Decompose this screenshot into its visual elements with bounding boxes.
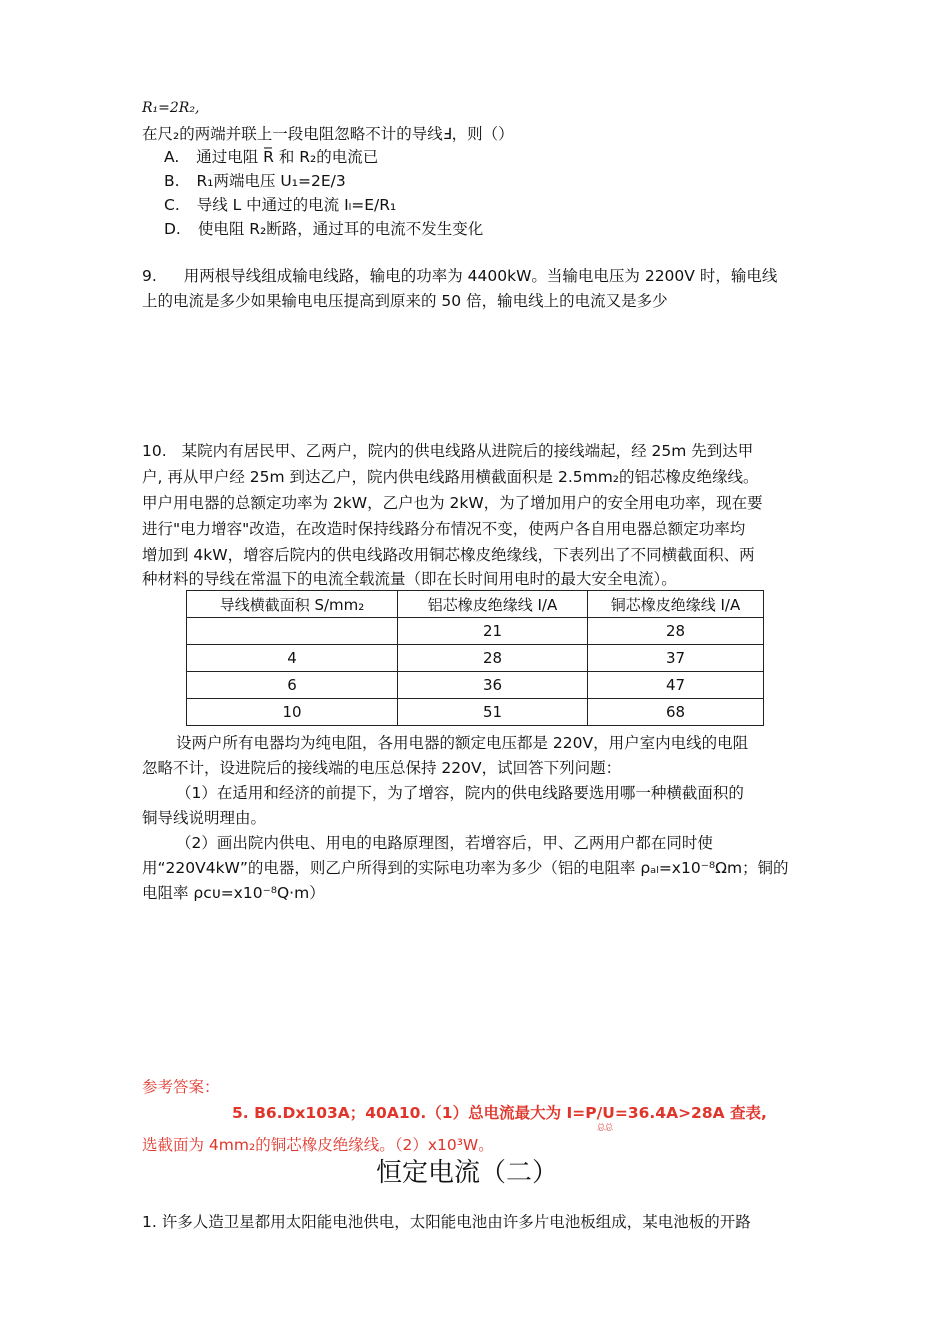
table-cell: 51 xyxy=(398,699,588,726)
option-letter: B. xyxy=(164,172,180,190)
q9-line-1 xyxy=(142,264,777,286)
q8-option-d xyxy=(164,217,483,239)
table-cell: 10 xyxy=(187,699,398,726)
option-text: 使电阻 R₂断路，通过耳的电流不发生变化 xyxy=(197,220,484,238)
q10-sub-2: （2）画出院内供电、用电的电路原理图，若增容后，甲、乙两用户都在同时使 xyxy=(176,834,713,852)
q10-line-2: 户, 再从甲户经 25m 到达乙户，院内供电线路用横截面积是 2.5mm₂的铝芯橡皮绝缘线。 xyxy=(142,468,759,486)
q8-option-b xyxy=(164,169,346,191)
q10-sub-1: （1）在适用和经济的前提下，为了增容，院内的供电线路要选用哪一种横截面积的 xyxy=(176,784,744,802)
section-title: 恒定电流（二） xyxy=(376,1158,559,1188)
q9-text: 用两根导线组成输电线路，输电的功率为 4400kW。当输电电压为 2200V 时，输电线 xyxy=(183,267,778,285)
q10-after-2: 忽略不计，设进院后的接线端的电压总保持 220V，试回答下列问题： xyxy=(142,759,622,777)
q10-line-3: 甲户用电器的总额定功率为 2kW，乙户也为 2kW，为了增加用户的安全用电功率，现在要 xyxy=(142,494,763,512)
table-header-row xyxy=(187,591,764,618)
q9-line-2: 上的电流是多少如果输电电压提高到原来的 50 倍，输电线上的电流又是多少 xyxy=(142,292,668,310)
option-letter: C. xyxy=(164,196,180,214)
q10-number: 10. xyxy=(142,442,167,460)
q10-sub-1-cont: 铜导线说明理由。 xyxy=(142,809,267,827)
table-header: 导线横截面积 S/mm₂ xyxy=(187,591,398,618)
table-cell: 37 xyxy=(588,645,764,672)
table-cell: 4 xyxy=(187,645,398,672)
q10-line-5: 增加到 4kW，增容后院内的供电线路改用铜芯橡皮绝缘线，下表列出了不同横截面积、两 xyxy=(142,546,755,564)
answer-line-1: 5. B6.Dx103A；40A10.（1）总电流最大为 I=P/U=36.4A>28A 查表, xyxy=(232,1104,767,1122)
q8-option-c xyxy=(164,193,396,215)
q10-line-4: 进行"电力增容"改造，在改造时保持线路分布情况不变，使两户各自用电器总额定功率均 xyxy=(142,520,746,538)
table-row xyxy=(187,618,764,645)
answer-line-2: 选截面为 4mm₂的铜芯橡皮绝缘线。（2）x10³W。 xyxy=(142,1136,494,1154)
table-cell: 68 xyxy=(588,699,764,726)
table-header: 铝芯橡皮绝缘线 I/A xyxy=(398,591,588,618)
table-row xyxy=(187,645,764,672)
option-letter: A. xyxy=(164,148,180,166)
q9-number: 9. xyxy=(142,267,157,285)
q10-text: 某院内有居民甲、乙两户，院内的供电线路从进院后的接线端起，经 25m 先到达甲 xyxy=(181,442,754,460)
table-cell: 6 xyxy=(187,672,398,699)
table-row xyxy=(187,699,764,726)
q10-sub-2-end: 电阻率 ρᴄᴜ=x10⁻⁸Q·m） xyxy=(142,884,325,902)
q10-sub-2-cont: 用“220V4kW”的电器，则乙户所得到的实际电功率为多少（铝的电阻率 ρₐₗ=x10⁻⁸Ωm；铜的 xyxy=(142,859,789,877)
table-header: 铜芯橡皮绝缘线 I/A xyxy=(588,591,764,618)
next-question: 1. 许多人造卫星都用太阳能电池供电，太阳能电池由许多片电池板组成，某电池板的开路 xyxy=(142,1213,751,1231)
q10-line-6: 种材料的导线在常温下的电流全载流量（即在长时间用电时的最大安全电流）。 xyxy=(142,570,677,588)
q8-given: R₁=2R₂, xyxy=(142,100,200,116)
table-cell: 47 xyxy=(588,672,764,699)
answer-heading: 参考答案： xyxy=(142,1078,220,1096)
option-text: 导线 L 中通过的电流 Iₗ=E/R₁ xyxy=(196,196,397,214)
q8-option-a xyxy=(164,145,378,167)
option-text: R₁两端电压 U₁=2E/3 xyxy=(196,172,346,190)
option-letter: D. xyxy=(164,220,181,238)
table-cell: 28 xyxy=(398,645,588,672)
answer-subscript: 总总 xyxy=(597,1123,613,1132)
table-cell: 21 xyxy=(398,618,588,645)
table-cell: 36 xyxy=(398,672,588,699)
q10-line-1 xyxy=(142,439,753,461)
table-cell: 28 xyxy=(588,618,764,645)
table-cell xyxy=(187,618,398,645)
q8-stem: 在尺₂的两端并联上一段电阻忽略不计的导线Ⅎ，则（） xyxy=(142,125,514,143)
current-capacity-table xyxy=(186,590,764,726)
option-text: 通过电阻 R̅ 和 R₂的电流已 xyxy=(196,148,379,166)
q10-after-1: 设两户所有电器均为纯电阻，各用电器的额定电压都是 220V，用户室内电线的电阻 xyxy=(176,734,749,752)
table-row xyxy=(187,672,764,699)
